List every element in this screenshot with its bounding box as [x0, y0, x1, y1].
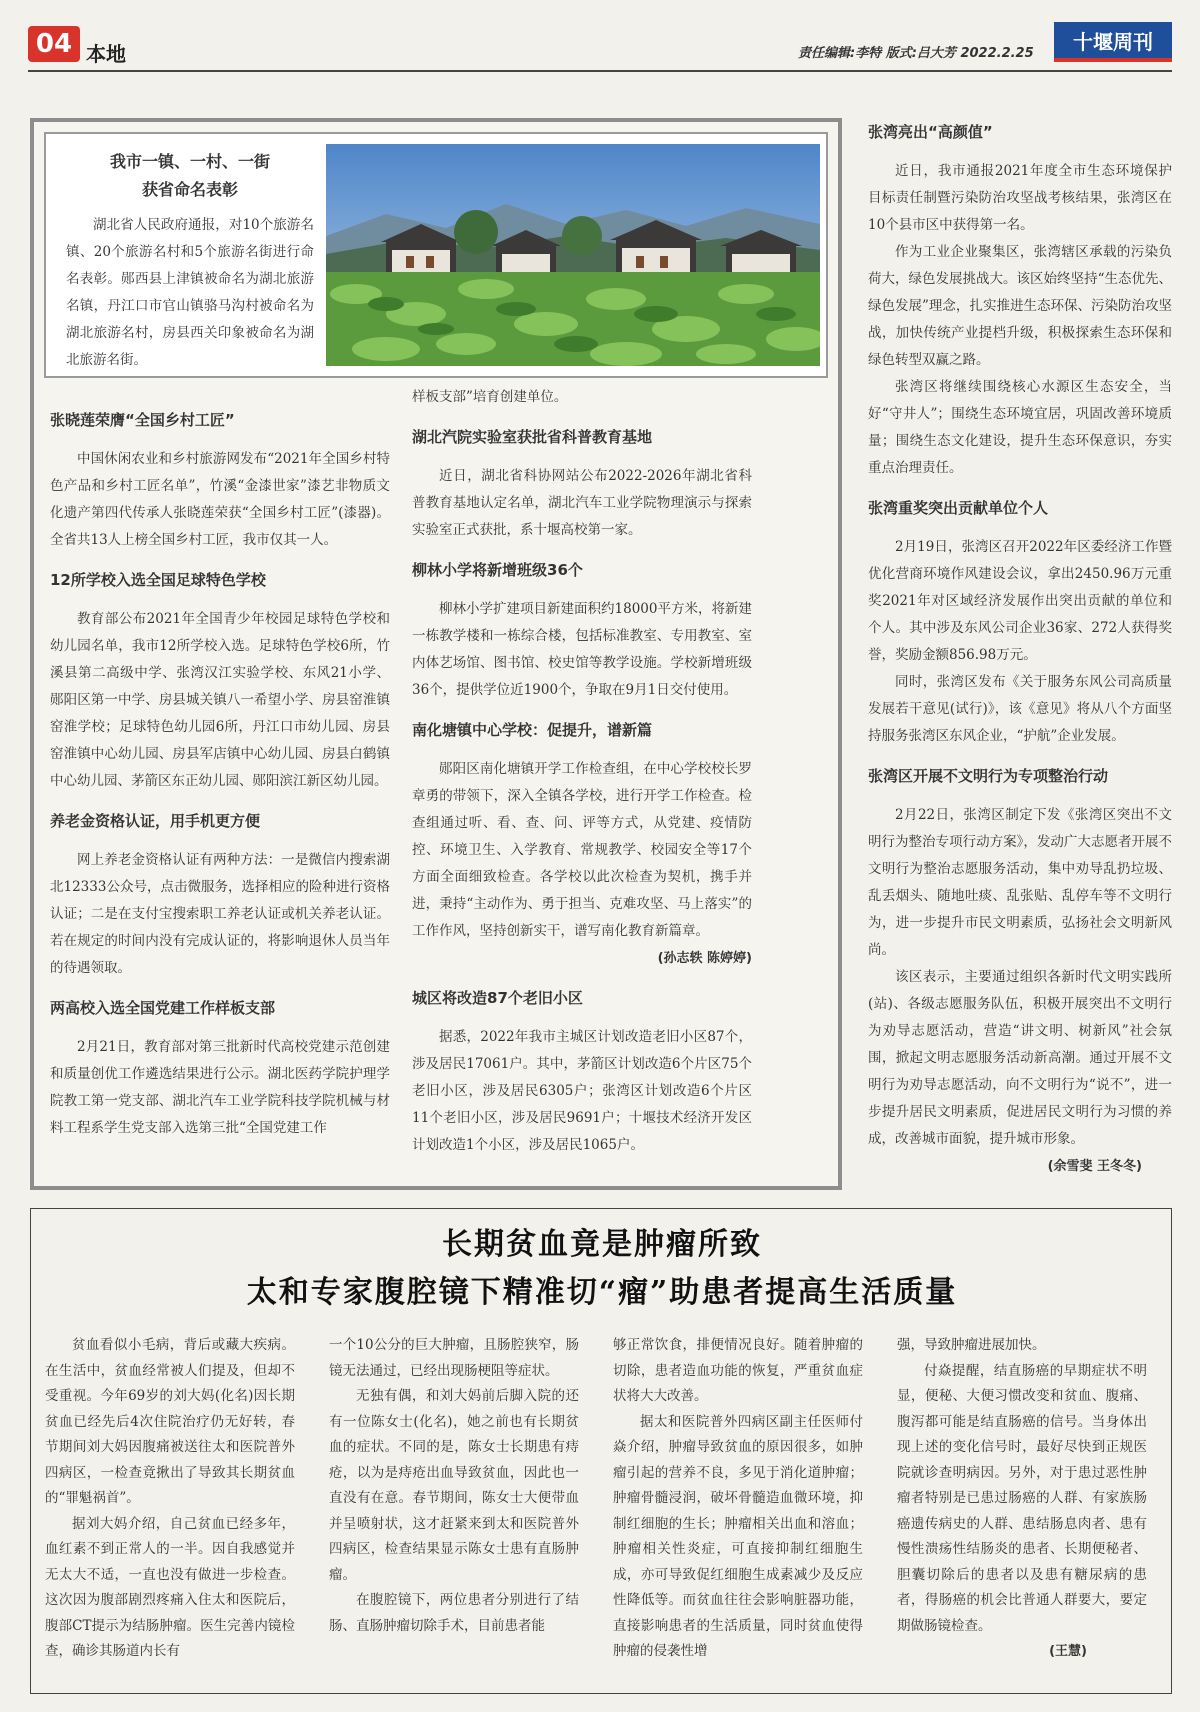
brand-logo: 十堰周刊 [1054, 22, 1172, 62]
health-column-3 [613, 1333, 863, 1665]
health-c1-p1: 贫血看似小毛病，背后或藏大疾病。在生活中，贫血经常被人们提及，但却不受重视。今年69岁的刘大妈(化名)因长期贫血已经先后4次住院治疗仍无好转，春节期间刘大妈因腹痛被送往太和医院普外四病区，一检查竟揪出了导致其长期贫血的“罪魁祸首”。 [45, 1337, 295, 1506]
byline-health: (王慧) [1049, 1644, 1087, 1659]
headline-football-schools: 12所学校入选全国足球特色学校 [50, 571, 266, 589]
page-number: 04 [28, 26, 80, 62]
health-headline-sub: 太和专家腹腔镜下精准切“瘤”助患者提高生活质量 [246, 1275, 958, 1310]
article-party-branch-cont: 样板支部”培育创建单位。 [412, 389, 568, 405]
article-party-branch: 2月21日，教育部对第三批新时代高校党建示范创建和质量创优工作遴选结果进行公示。湖北医药学院护理学院教工第一党支部、湖北汽车工业学院科技学院机械与材料工程系学生党支部入选第三批“全国党建工作 [50, 1039, 390, 1136]
health-column-4 [897, 1333, 1147, 1665]
article-zhangwan-beauty-p3: 张湾区将继续围绕核心水源区生态安全，当好“守井人”；围绕生态环境宜居，巩固改善环境质量；围绕生态文化建设，提升生态环保意识，夯实重点治理责任。 [868, 379, 1172, 476]
page-header [28, 20, 1172, 66]
health-c2-p1: 无独有偶，和刘大妈前后脚入院的还有一位陈女士(化名)，她之前也有长期贫血的症状。不同的是，陈女士长期患有痔疮，以为是痔疮出血导致贫血，因此也一直没有在意。春节期间，陈女士大便带血并呈喷射状，这才赶紧来到太和医院普外四病区，检查结果显示陈女士患有直肠肿瘤。 [329, 1388, 579, 1583]
news-column-2 [412, 384, 752, 1159]
health-c3-p1: 据太和医院普外四病区副主任医师付焱介绍，肿瘤导致贫血的原因很多，如肿瘤引起的营养不良，多见于消化道肿瘤；肿瘤骨髓浸润，破坏骨髓造血微环境，抑制红细胞的生长；肿瘤相关出血和溶血；肿瘤相关性炎症，可直接抑制红细胞生成，亦可导致促红细胞生成素减少及反应性降低等。而贫血往往会影响脏器功能，直接影响患者的生活质量，同时贫血使得肿瘤的侵袭性增 [613, 1413, 863, 1659]
feature-photo [326, 144, 820, 366]
byline-nanhuatang: (孙志轶 陈婷婷) [657, 951, 752, 966]
editor-line: 责任编辑:李特 版式:吕大芳 2022.2.25 [798, 46, 1034, 61]
headline-zhangwan-awards: 张湾重奖突出贡献单位个人 [868, 499, 1049, 517]
headline-old-communities: 城区将改造87个老旧小区 [412, 989, 583, 1007]
headline-civility-campaign: 张湾区开展不文明行为专项整治行动 [868, 767, 1109, 785]
headline-party-branch: 两高校入选全国党建工作样板支部 [50, 999, 276, 1017]
article-zhangwan-awards-p2: 同时，张湾区发布《关于服务东风公司高质量发展若干意见(试行)》，该《意见》将从八个方面坚持服务张湾区东风企业，“护航”企业发展。 [868, 674, 1172, 744]
article-civility-campaign-p2: 该区表示，主要通过组织各新时代文明实践所(站)、各级志愿服务队伍，积极开展突出不文明行为劝导志愿活动，营造“讲文明、树新风”社会氛围，掀起文明志愿服务活动新高潮。通过开展不文明行为劝导志愿活动，向不文明行为“说不”，进一步提升居民文明素质，促进居民文明行为习惯的养成，改善城市面貌，提升城市形象。 [868, 969, 1172, 1147]
health-column-1 [45, 1333, 295, 1665]
news-column-1 [50, 394, 390, 1142]
article-hbaut-lab: 近日，湖北省科协网站公布2022-2026年湖北省科普教育基地认定名单，湖北汽车工业学院物理演示与探索实验室正式获批，系十堰高校第一家。 [412, 468, 752, 538]
section-name: 本地 [86, 42, 126, 66]
health-c4-p0: 强，导致肿瘤进展加快。 [897, 1337, 1046, 1353]
feature-title: 我市一镇、一村、一街 获省命名表彰 [109, 152, 270, 199]
headline-nanhuatang: 南化塘镇中心学校：促提升，谱新篇 [412, 721, 653, 739]
article-football-schools: 教育部公布2021年全国青少年校园足球特色学校和幼儿园名单，我市12所学校入选。足球特色学校6所，竹溪县第二高级中学、张湾汉江实验学校、东风21小学、郧阳区第一中学、房县城关镇八一希望小学、房县窑淮镇窑淮学校；足球特色幼儿园6所，丹江口市幼儿园、房县窑淮镇中心幼儿园、房县军店镇中心幼儿园、房县白鹤镇中心幼儿园、茅箭区东正幼儿园、郧阳滨江新区幼儿园。 [50, 611, 390, 789]
byline-civility-campaign: (余雪斐 王冬冬) [1047, 1159, 1142, 1174]
headline-zhangwan-beauty: 张湾亮出“高颜值” [868, 123, 993, 141]
headline-hbaut-lab: 湖北汽院实验室获批省科普教育基地 [412, 428, 653, 446]
health-c3-p0: 够正常饮食，排便情况良好。随着肿瘤的切除，患者造血功能的恢复，严重贫血症状将大大改善。 [613, 1337, 863, 1404]
article-zhangwan-beauty-p1: 近日，我市通报2021年度全市生态环境保护目标责任制暨污染防治攻坚战考核结果，张湾区在10个县市区中获得第一名。 [868, 163, 1172, 233]
headline-zhangxiaolian: 张晓莲荣膺“全国乡村工匠” [50, 411, 235, 429]
article-zhangxiaolian: 中国休闲农业和乡村旅游网发布“2021年全国乡村特色产品和乡村工匠名单”，竹溪“金漆世家”漆艺非物质文化遗产第四代传承人张晓莲荣获“全国乡村工匠”(漆器)。全省共13人上榜全国乡村工匠，我市仅其一人。 [50, 451, 390, 548]
article-zhangwan-awards-p1: 2月19日，张湾区召开2022年区委经济工作暨优化营商环境作风建设会议，拿出2450.96万元重奖2021年对区域经济发展作出突出贡献的单位和个人。其中涉及东风公司企业36家、272人获得奖誉，奖励金额856.98万元。 [868, 539, 1172, 663]
article-pension-auth: 网上养老金资格认证有两种方法：一是微信内搜索湖北12333公众号，点击微服务，选择相应的险种进行资格认证；二是在支付宝搜索职工养老认证或机关养老认证。若在规定的时间内没有完成认证的，将影响退休人员当年的待遇领取。 [50, 852, 390, 976]
header-divider [28, 70, 1172, 72]
article-old-communities: 据悉，2022年我市主城区计划改造老旧小区87个，涉及居民17061户。其中，茅箭区计划改造6个片区75个老旧小区，涉及居民6305户；张湾区计划改造6个片区11个老旧小区，涉及居民9691户；十堰技术经济开发区计划改造1个小区，涉及居民1065户。 [412, 1029, 752, 1153]
headline-pension-auth: 养老金资格认证，用手机更方便 [50, 812, 261, 830]
article-civility-campaign-p1: 2月22日，张湾区制定下发《张湾区突出不文明行为整治专项行动方案》，发动广大志愿者开展不文明行为整治志愿服务活动，集中劝导乱扔垃圾、乱丢烟头、随地吐痰、乱张贴、乱停车等不文明行为，进一步提升市民文明素质，弘扬社会文明新风尚。 [868, 807, 1172, 958]
health-headline-main: 长期贫血竟是肿瘤所致 [442, 1227, 762, 1262]
health-c2-p0: 一个10公分的巨大肿瘤，且肠腔狭窄，肠镜无法通过，已经出现肠梗阻等症状。 [329, 1337, 579, 1379]
news-column-3 [868, 120, 1172, 1180]
article-zhangwan-beauty-p2: 作为工业企业聚集区，张湾辖区承载的污染负荷大，绿色发展挑战大。该区始终坚持“生态优先、绿色发展”理念，扎实推进生态环保、污染防治攻坚战，加快传统产业提档升级，积极探索生态环保和绿色转型双赢之路。 [868, 244, 1172, 368]
article-nanhuatang: 郧阳区南化塘镇开学工作检查组，在中心学校校长罗章勇的带领下，深入全镇各学校，进行开学工作检查。检查组通过听、看、查、问、评等方式，从党建、疫情防控、环境卫生、入学教育、常规教学、校园安全等17个方面全面细致检查。各学校以此次检查为契机，携手并进，秉持“主动作为、勇于担当、克难攻坚、马上落实”的工作作风，坚持创新实干，谱写南化教育新篇章。 [412, 761, 752, 939]
article-liulin-school: 柳林小学扩建项目新建面积约18000平方米，将新建一栋教学楼和一栋综合楼，包括标准教室、专用教室、室内体艺场馆、图书馆、校史馆等教学设施。学校新增班级36个，提供学位近1900个，争取在9月1日交付使用。 [412, 601, 752, 698]
feature-story [44, 132, 828, 378]
health-column-2 [329, 1333, 579, 1639]
news-brief-box [30, 118, 842, 1190]
health-c2-p2: 在腹腔镜下，两位患者分别进行了结肠、直肠肿瘤切除手术，目前患者能 [329, 1592, 579, 1634]
health-article-box [30, 1208, 1172, 1694]
health-c1-p2: 据刘大妈介绍，自己贫血已经多年，血红素不到正常人的一半。因自我感觉并无太大不适，一直也没有做进一步检查。这次因为腹部剧烈疼痛入住太和医院后，腹部CT提示为结肠肿瘤。医生完善内镜检查，确诊其肠道内长有 [45, 1515, 295, 1659]
headline-liulin-school: 柳林小学将新增班级36个 [412, 561, 583, 579]
health-c4-p1: 付焱提醒，结直肠癌的早期症状不明显，便秘、大便习惯改变和贫血、腹痛、腹泻都可能是结直肠癌的信号。当身体出现上述的变化信号时，最好尽快到正规医院就诊查明病因。另外，对于患过恶性肿瘤者特别是已患过肠癌的人群、有家族肠癌遗传病史的人群、患结肠息肉者、患有慢性溃疡性结肠炎的患者、长期便秘者、胆囊切除后的患者以及患有糖尿病的患者，得肠癌的机会比普通人群要大，要定期做肠镜检查。 [897, 1362, 1147, 1634]
village-lotus-photo [326, 144, 820, 366]
feature-body: 湖北省人民政府通报，对10个旅游名镇、20个旅游名村和5个旅游名街进行命名表彰。郧西县上津镇被命名为湖北旅游名镇，丹江口市官山镇骆马沟村被命名为湖北旅游名村，房县西关印象被命名为湖北旅游名街。 [66, 217, 314, 368]
